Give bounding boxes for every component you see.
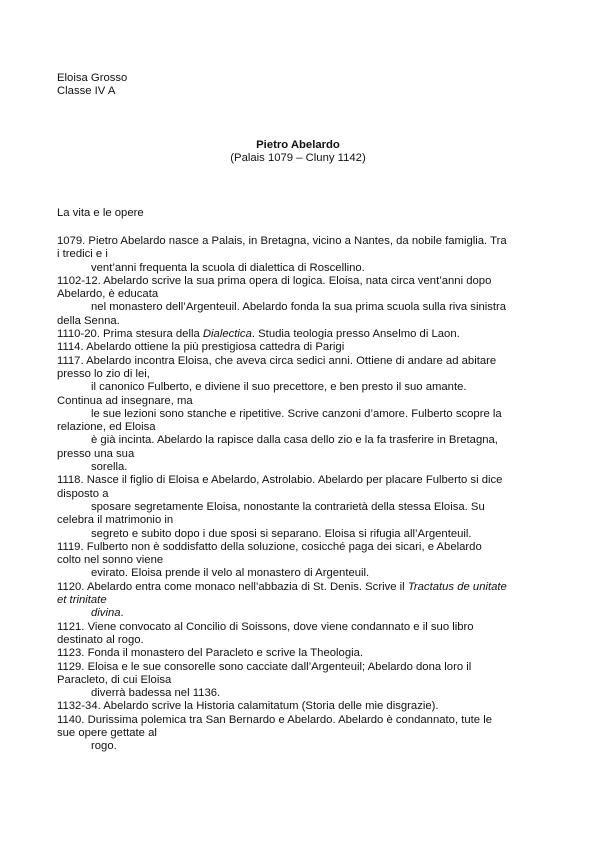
text-line (57, 554, 543, 567)
text-run: 1114. Abelardo ottiene la più prestigiosa cattedra di Parigi (57, 341, 345, 354)
author-name: Eloisa Grosso (57, 72, 128, 84)
text-line (57, 434, 543, 447)
text-line (57, 634, 543, 647)
text-run: 1119. Fulberto non è soddisfatto della soluzione, cosicché paga dei sicari, e Abelardo (57, 540, 482, 553)
text-run: rogo. (91, 740, 117, 753)
text-run: 1123. Fonda il monastero del Paracleto e scrive la Theologia. (57, 647, 364, 660)
document-title: Pietro Abelardo (256, 139, 340, 151)
italic-title: Dialectica (202, 328, 252, 341)
text-run: celebra il matrimonio in (57, 514, 174, 527)
text-line (57, 488, 543, 501)
text-run: diverrà badessa nel 1136. (91, 687, 221, 700)
section-heading: La vita e le opere (57, 207, 144, 219)
text-run: disposto a (57, 487, 109, 500)
text-line (57, 341, 543, 354)
text-line (57, 288, 543, 301)
text-run: . Studia teologia presso Anselmo di Laon. (251, 328, 460, 341)
text-run: sposare segretamente Eloisa, nonostante la contrarietà della stessa Eloisa. Su (91, 500, 485, 513)
text-run: è già incinta. Abelardo la rapisce dalla casa dello zio e la fa trasferire in Bretagna, (91, 434, 498, 447)
text-line (57, 514, 543, 527)
text-run: della Senna. (57, 314, 120, 327)
text-line (57, 448, 543, 461)
text-line (57, 381, 543, 394)
text-run: vent’anni frequenta la scuola di dialettica di Roscellino. (91, 261, 365, 274)
text-run: Abelardo, è educata (57, 288, 159, 301)
text-line (57, 700, 543, 713)
text-run: destinato al rogo. (57, 633, 144, 646)
text-run: Continua ad insegnare, ma (57, 394, 193, 407)
text-line (57, 594, 543, 607)
class-label: Classe IV A (57, 85, 116, 97)
text-run: 1118. Nasce il figlio di Eloisa e Abelardo, Astrolabio. Abelardo per placare Fulberto si dice (57, 474, 503, 487)
text-run: presso una sua (57, 447, 135, 460)
text-run: sorella. (91, 461, 128, 474)
text-line (57, 248, 543, 261)
text-run: nel monastero dell’Argenteuil. Abelardo fonda la sua prima scuola sulla riva sinistra (91, 301, 507, 314)
text-run: 1140. Durissima polemica tra San Bernardo e Abelardo. Abelardo è condannato, tute le (57, 713, 492, 726)
text-line (57, 474, 543, 487)
text-line (57, 301, 543, 314)
text-run: relazione, ed Eloisa (57, 421, 156, 434)
text-run: 1117. Abelardo incontra Eloisa, che aveva circa sedici anni. Ottiene di andare ad abitare (57, 354, 497, 367)
text-run: Paracleto, di cui Eloisa (57, 673, 172, 686)
text-line (57, 275, 543, 288)
text-run: sue opere gettate al (57, 726, 157, 739)
text-run: 1102-12. Abelardo scrive la sua prima opera di logica. Eloisa, nata circa vent’anni dopo (57, 274, 492, 287)
text-run: segreto e subito dopo i due sposi si separano. Eloisa si rifugia all’Argenteuil. (91, 527, 472, 540)
text-line (57, 714, 543, 727)
chronology-text (57, 235, 543, 754)
text-line (57, 421, 543, 434)
text-run: 1121. Viene convocato al Concilio di Soissons, dove viene condannato e il suo libro (57, 620, 474, 633)
text-line (57, 528, 543, 541)
text-line (57, 408, 543, 421)
text-run: . (120, 607, 124, 620)
text-run: presso lo zio di lei, (57, 367, 150, 380)
text-run: il canonico Fulberto, e diviene il suo precettore, e ben presto il suo amante. (91, 381, 467, 394)
italic-title: et trinitate (57, 594, 107, 607)
text-line (57, 647, 543, 660)
text-line (57, 315, 543, 328)
text-run: i tredici e i (57, 248, 108, 261)
text-run: 1120. Abelardo entra come monaco nell’abbazia di St. Denis. Scrive il (57, 580, 408, 593)
text-run: 1079. Pietro Abelardo nasce a Palais, in Bretagna, vicino a Nantes, da nobile famiglia. Tra (57, 235, 507, 247)
text-run: evirato. Eloisa prende il velo al monastero di Argenteuil. (91, 567, 370, 580)
text-line (57, 581, 543, 594)
text-line (57, 567, 543, 580)
text-line (57, 661, 543, 674)
text-line (57, 395, 543, 408)
text-line (57, 674, 543, 687)
text-run: 1110-20. Prima stesura della (57, 328, 203, 341)
text-line (57, 687, 543, 700)
text-line (57, 328, 543, 341)
document-subtitle: (Palais 1079 – Cluny 1142) (230, 152, 366, 164)
text-line (57, 541, 543, 554)
text-line (57, 727, 543, 740)
text-line (57, 355, 543, 368)
text-line (57, 235, 543, 248)
text-line (57, 501, 543, 514)
italic-title: Tractatus de unitate (407, 580, 507, 593)
text-line (57, 368, 543, 381)
italic-title: divina (91, 607, 121, 620)
text-line (57, 461, 543, 474)
text-line (57, 621, 543, 634)
text-line (57, 607, 543, 620)
text-run: 1129. Eloisa e le sue consorelle sono cacciate dall’Argenteuil; Abelardo dona loro il (57, 660, 472, 673)
text-run: le sue lezioni sono stanche e ripetitive. Scrive canzoni d’amore. Fulberto scopre la (91, 407, 502, 420)
text-line (57, 262, 543, 275)
text-run: 1132-34. Abelardo scrive la Historia calamitatum (Storia delle mie disgrazie). (57, 700, 439, 713)
text-run: colto nel sonno viene (57, 554, 164, 567)
text-line (57, 740, 543, 753)
